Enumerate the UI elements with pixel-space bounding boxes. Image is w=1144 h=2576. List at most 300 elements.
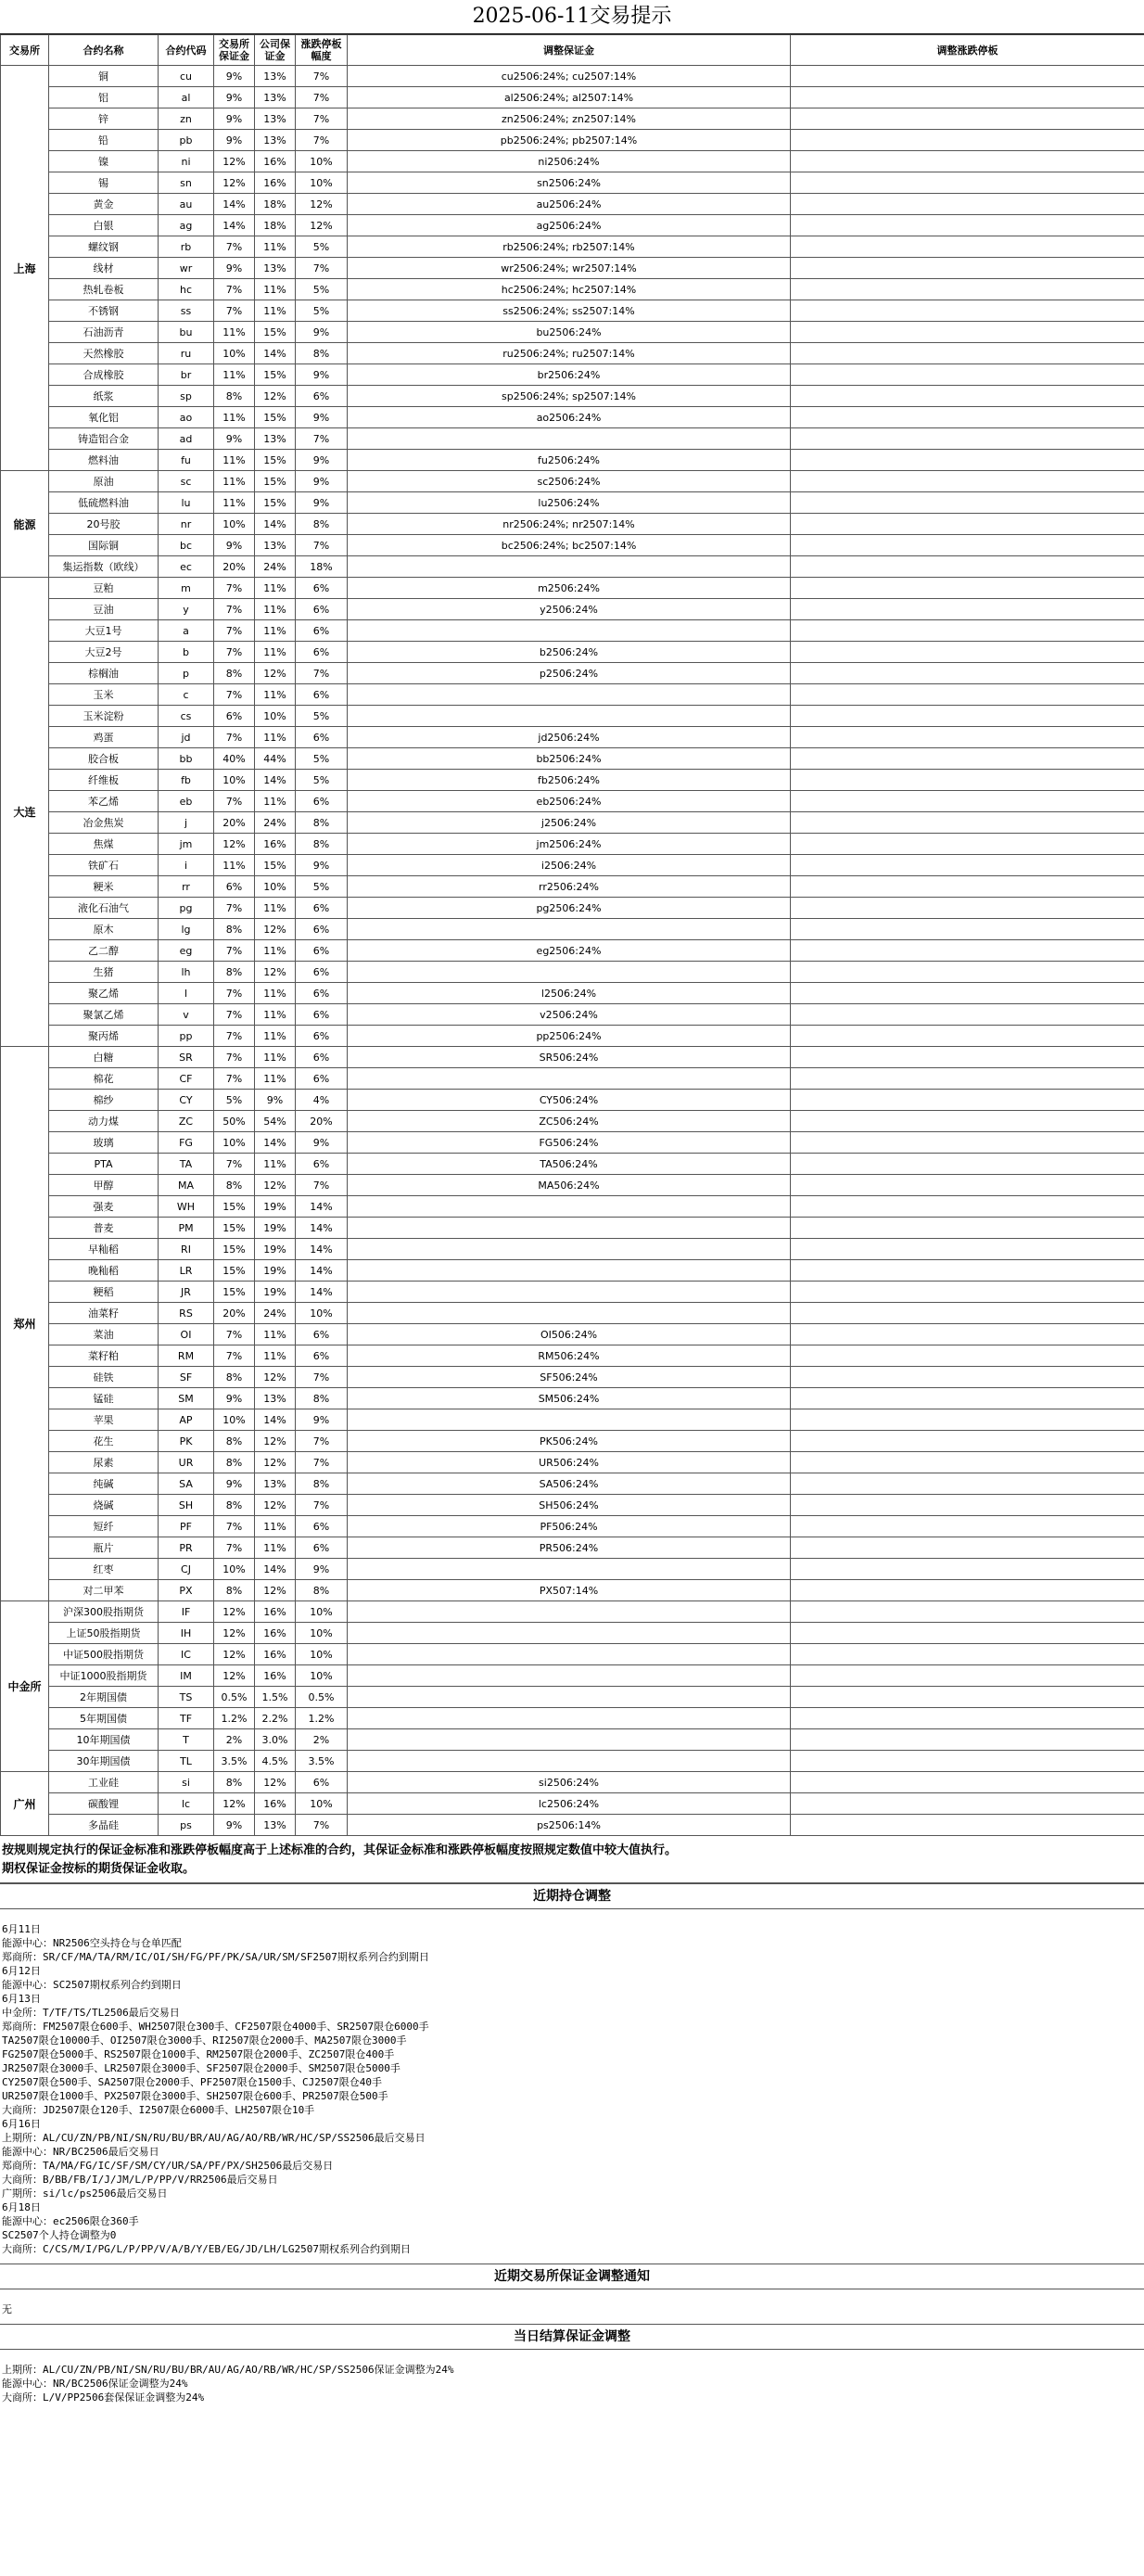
contract-code: TS — [159, 1687, 214, 1708]
company-margin: 11% — [255, 898, 296, 919]
table-row — [1, 1324, 1144, 1345]
price-limit: 10% — [296, 151, 348, 172]
adjusted-price-limit — [791, 791, 1144, 812]
table-row — [1, 407, 1144, 428]
table-row — [1, 108, 1144, 130]
adjusted-price-limit — [791, 983, 1144, 1004]
price-limit: 6% — [296, 1154, 348, 1175]
adjusted-margin — [348, 1687, 791, 1708]
contract-name: 锡 — [49, 172, 159, 194]
adjusted-price-limit — [791, 194, 1144, 215]
adjusted-margin — [348, 1303, 791, 1324]
contract-name: 胶合板 — [49, 748, 159, 770]
exchange-margin: 11% — [214, 855, 255, 876]
section-body — [0, 2350, 1144, 2412]
contract-name: 线材 — [49, 258, 159, 279]
adjusted-margin: SF506:24% — [348, 1367, 791, 1388]
adjusted-margin: al2506:24%; al2507:14% — [348, 87, 791, 108]
adjusted-price-limit — [791, 855, 1144, 876]
table-row — [1, 1026, 1144, 1047]
contract-code: c — [159, 684, 214, 706]
contract-code: SH — [159, 1495, 214, 1516]
contract-code: RI — [159, 1239, 214, 1260]
exchange-margin: 0.5% — [214, 1687, 255, 1708]
adjusted-margin: au2506:24% — [348, 194, 791, 215]
table-row — [1, 642, 1144, 663]
contract-name: 焦煤 — [49, 834, 159, 855]
rule-note-line: 按规则规定执行的保证金标准和涨跌停板幅度高于上述标准的合约，其保证金标准和涨跌停板幅度按照规定数值中较大值执行。 — [2, 1843, 678, 1857]
contract-name: 氧化铝 — [49, 407, 159, 428]
adjusted-margin — [348, 706, 791, 727]
contract-name: 玉米淀粉 — [49, 706, 159, 727]
adjusted-margin: fb2506:24% — [348, 770, 791, 791]
contract-name: 聚氯乙烯 — [49, 1004, 159, 1026]
contract-name: 原木 — [49, 919, 159, 940]
price-limit: 12% — [296, 194, 348, 215]
adjusted-price-limit — [791, 87, 1144, 108]
contract-name: 豆油 — [49, 599, 159, 620]
price-limit: 6% — [296, 1068, 348, 1090]
company-margin: 19% — [255, 1196, 296, 1218]
exchange-margin: 9% — [214, 87, 255, 108]
section-line: JR2507限仓3000手、LR2507限仓3000手、SF2507限仓2000手、SM2507限仓5000手 — [2, 2062, 400, 2074]
table-row — [1, 1601, 1144, 1623]
adjusted-price-limit — [791, 748, 1144, 770]
company-margin: 4.5% — [255, 1751, 296, 1772]
exchange-margin: 10% — [214, 770, 255, 791]
exchange-name: 广州 — [1, 1772, 49, 1836]
contract-name: 苹果 — [49, 1409, 159, 1431]
section-line: 6月11日 — [2, 1923, 41, 1935]
section-line: 大商所：C/CS/M/I/PG/L/P/PP/V/A/B/Y/EB/EG/JD/LH/LG2507期权系列合约到期日 — [2, 2243, 412, 2255]
adjusted-margin: hc2506:24%; hc2507:14% — [348, 279, 791, 300]
company-margin: 11% — [255, 599, 296, 620]
table-row — [1, 1751, 1144, 1772]
adjusted-price-limit — [791, 514, 1144, 535]
contract-code: bu — [159, 322, 214, 343]
price-limit: 6% — [296, 1004, 348, 1026]
adjusted-margin: SR506:24% — [348, 1047, 791, 1068]
adjusted-margin — [348, 1218, 791, 1239]
contract-code: SA — [159, 1473, 214, 1495]
contract-name: 碳酸锂 — [49, 1793, 159, 1815]
adjusted-margin: ni2506:24% — [348, 151, 791, 172]
contract-name: 5年期国债 — [49, 1708, 159, 1729]
price-limit: 10% — [296, 1665, 348, 1687]
table-row — [1, 1687, 1144, 1708]
adjusted-margin: SA506:24% — [348, 1473, 791, 1495]
company-margin: 11% — [255, 1324, 296, 1345]
company-margin: 12% — [255, 1772, 296, 1793]
company-margin: 12% — [255, 1431, 296, 1452]
exchange-margin: 6% — [214, 706, 255, 727]
contract-name: 10年期国债 — [49, 1729, 159, 1751]
adjusted-margin: l2506:24% — [348, 983, 791, 1004]
contract-code: UR — [159, 1452, 214, 1473]
price-limit: 8% — [296, 1580, 348, 1601]
adjusted-price-limit — [791, 535, 1144, 556]
exchange-margin: 8% — [214, 962, 255, 983]
table-row — [1, 1815, 1144, 1836]
exchange-margin: 7% — [214, 578, 255, 599]
adjusted-price-limit — [791, 1537, 1144, 1559]
contract-code: pp — [159, 1026, 214, 1047]
price-limit: 9% — [296, 471, 348, 492]
contract-name: 乙二醇 — [49, 940, 159, 962]
company-margin: 13% — [255, 1815, 296, 1836]
section-line: 大商所：B/BB/FB/I/J/JM/L/P/PP/V/RR2506最后交易日 — [2, 2174, 278, 2186]
adjusted-price-limit — [791, 215, 1144, 236]
section-line: 6月12日 — [2, 1965, 41, 1977]
contract-name: 生猪 — [49, 962, 159, 983]
company-margin: 15% — [255, 492, 296, 514]
contract-code: rb — [159, 236, 214, 258]
company-margin: 18% — [255, 194, 296, 215]
exchange-margin: 8% — [214, 1772, 255, 1793]
contract-code: a — [159, 620, 214, 642]
adjusted-margin: UR506:24% — [348, 1452, 791, 1473]
price-limit: 5% — [296, 748, 348, 770]
adjusted-price-limit — [791, 279, 1144, 300]
contract-name: 集运指数（欧线） — [49, 556, 159, 578]
company-margin: 13% — [255, 87, 296, 108]
exchange-margin: 6% — [214, 876, 255, 898]
adjusted-margin: OI506:24% — [348, 1324, 791, 1345]
company-margin: 14% — [255, 514, 296, 535]
company-margin: 19% — [255, 1260, 296, 1282]
contract-name: 石油沥青 — [49, 322, 159, 343]
adjusted-margin: rr2506:24% — [348, 876, 791, 898]
price-limit: 20% — [296, 1111, 348, 1132]
section-line: 郑商所：SR/CF/MA/TA/RM/IC/OI/SH/FG/PF/PK/SA/UR/SM/SF2507期权系列合约到期日 — [2, 1951, 429, 1963]
contract-code: IH — [159, 1623, 214, 1644]
exchange-margin: 7% — [214, 236, 255, 258]
exchange-margin: 12% — [214, 1793, 255, 1815]
section-line: 能源中心：ec2506限仓360手 — [2, 2215, 139, 2227]
adjusted-margin — [348, 684, 791, 706]
contract-name: 2年期国债 — [49, 1687, 159, 1708]
exchange-margin: 12% — [214, 1665, 255, 1687]
exchange-margin: 10% — [214, 514, 255, 535]
table-row — [1, 1345, 1144, 1367]
table-row — [1, 1367, 1144, 1388]
adjusted-price-limit — [791, 1623, 1144, 1644]
contract-code: ZC — [159, 1111, 214, 1132]
contract-code: wr — [159, 258, 214, 279]
adjusted-price-limit — [791, 620, 1144, 642]
adjusted-margin: lc2506:24% — [348, 1793, 791, 1815]
price-limit: 18% — [296, 556, 348, 578]
section-line: 能源中心：SC2507期权系列合约到期日 — [2, 1979, 182, 1991]
adjusted-margin: sn2506:24% — [348, 172, 791, 194]
contract-code: RM — [159, 1345, 214, 1367]
exchange-margin: 7% — [214, 300, 255, 322]
exchange-margin: 9% — [214, 108, 255, 130]
adjusted-price-limit — [791, 258, 1144, 279]
adjusted-price-limit — [791, 684, 1144, 706]
exchange-margin: 9% — [214, 1473, 255, 1495]
contract-name: 铅 — [49, 130, 159, 151]
adjusted-price-limit — [791, 1815, 1144, 1836]
contract-name: 强麦 — [49, 1196, 159, 1218]
contract-name: 铸造铝合金 — [49, 428, 159, 450]
exchange-margin: 10% — [214, 1559, 255, 1580]
exchange-margin: 9% — [214, 535, 255, 556]
contract-name: 粳稻 — [49, 1282, 159, 1303]
table-row — [1, 834, 1144, 855]
column-header: 调整涨跌停板 — [791, 35, 1144, 66]
exchange-margin: 11% — [214, 492, 255, 514]
price-limit: 9% — [296, 322, 348, 343]
table-row — [1, 1409, 1144, 1431]
adjusted-price-limit — [791, 1260, 1144, 1282]
price-limit: 6% — [296, 1345, 348, 1367]
table-row — [1, 258, 1144, 279]
adjusted-price-limit — [791, 386, 1144, 407]
company-margin: 12% — [255, 1175, 296, 1196]
company-margin: 2.2% — [255, 1708, 296, 1729]
adjusted-price-limit — [791, 1644, 1144, 1665]
table-row — [1, 1154, 1144, 1175]
price-limit: 10% — [296, 172, 348, 194]
table-row — [1, 556, 1144, 578]
price-limit: 14% — [296, 1260, 348, 1282]
contract-code: OI — [159, 1324, 214, 1345]
adjusted-price-limit — [791, 492, 1144, 514]
table-row — [1, 1559, 1144, 1580]
contract-name: 苯乙烯 — [49, 791, 159, 812]
contract-code: br — [159, 364, 214, 386]
price-limit: 7% — [296, 130, 348, 151]
table-row — [1, 1239, 1144, 1260]
company-margin: 19% — [255, 1218, 296, 1239]
table-row — [1, 812, 1144, 834]
exchange-margin: 8% — [214, 386, 255, 407]
adjusted-price-limit — [791, 1473, 1144, 1495]
price-limit: 14% — [296, 1239, 348, 1260]
company-margin: 16% — [255, 1665, 296, 1687]
price-limit: 6% — [296, 983, 348, 1004]
contract-code: TA — [159, 1154, 214, 1175]
adjusted-margin: bb2506:24% — [348, 748, 791, 770]
contract-code: RS — [159, 1303, 214, 1324]
adjusted-margin: FG506:24% — [348, 1132, 791, 1154]
section-line: UR2507限仓1000手、PX2507限仓3000手、SH2507限仓600手、PR2507限仓500手 — [2, 2090, 388, 2102]
adjusted-price-limit — [791, 1708, 1144, 1729]
adjusted-price-limit — [791, 450, 1144, 471]
contract-name: 玻璃 — [49, 1132, 159, 1154]
adjusted-price-limit — [791, 130, 1144, 151]
exchange-margin: 11% — [214, 322, 255, 343]
section-line: 广期所：si/lc/ps2506最后交易日 — [2, 2187, 168, 2200]
exchange-margin: 15% — [214, 1282, 255, 1303]
exchange-margin: 7% — [214, 599, 255, 620]
table-row — [1, 1132, 1144, 1154]
contract-code: i — [159, 855, 214, 876]
company-margin: 13% — [255, 1388, 296, 1409]
table-row — [1, 599, 1144, 620]
exchange-margin: 12% — [214, 1623, 255, 1644]
contract-name: 短纤 — [49, 1516, 159, 1537]
contract-code: lg — [159, 919, 214, 940]
section-line: 6月18日 — [2, 2201, 41, 2213]
adjusted-margin: ao2506:24% — [348, 407, 791, 428]
contract-code: PM — [159, 1218, 214, 1239]
table-row — [1, 1303, 1144, 1324]
table-row — [1, 1260, 1144, 1282]
adjusted-margin: jm2506:24% — [348, 834, 791, 855]
exchange-margin: 7% — [214, 642, 255, 663]
price-limit: 10% — [296, 1623, 348, 1644]
exchange-margin: 7% — [214, 1026, 255, 1047]
adjusted-margin: lu2506:24% — [348, 492, 791, 514]
price-limit: 5% — [296, 236, 348, 258]
contract-name: 棉花 — [49, 1068, 159, 1090]
contract-name: 原油 — [49, 471, 159, 492]
table-row — [1, 727, 1144, 748]
contract-name: 棉纱 — [49, 1090, 159, 1111]
company-margin: 12% — [255, 1580, 296, 1601]
adjusted-margin: p2506:24% — [348, 663, 791, 684]
table-header-row — [1, 35, 1144, 66]
company-margin: 19% — [255, 1282, 296, 1303]
company-margin: 54% — [255, 1111, 296, 1132]
company-margin: 13% — [255, 66, 296, 87]
company-margin: 11% — [255, 1345, 296, 1367]
price-limit: 6% — [296, 1516, 348, 1537]
section-body — [0, 2289, 1144, 2324]
contract-code: SM — [159, 1388, 214, 1409]
table-row — [1, 1047, 1144, 1068]
adjusted-price-limit — [791, 407, 1144, 428]
company-margin: 3.0% — [255, 1729, 296, 1751]
price-limit: 12% — [296, 215, 348, 236]
adjusted-margin: ZC506:24% — [348, 1111, 791, 1132]
exchange-margin: 20% — [214, 812, 255, 834]
table-row — [1, 1708, 1144, 1729]
contract-name: 聚乙烯 — [49, 983, 159, 1004]
table-row — [1, 492, 1144, 514]
price-limit: 10% — [296, 1303, 348, 1324]
adjusted-price-limit — [791, 1196, 1144, 1218]
adjusted-margin: rb2506:24%; rb2507:14% — [348, 236, 791, 258]
table-row — [1, 66, 1144, 87]
price-limit: 6% — [296, 620, 348, 642]
price-limit: 7% — [296, 535, 348, 556]
contract-name: 液化石油气 — [49, 898, 159, 919]
company-margin: 11% — [255, 279, 296, 300]
price-limit: 6% — [296, 898, 348, 919]
exchange-margin: 7% — [214, 1154, 255, 1175]
table-row — [1, 1665, 1144, 1687]
company-margin: 12% — [255, 1452, 296, 1473]
adjusted-margin: bc2506:24%; bc2507:14% — [348, 535, 791, 556]
section-line: 中金所：T/TF/TS/TL2506最后交易日 — [2, 2007, 180, 2019]
exchange-margin: 7% — [214, 1068, 255, 1090]
price-limit: 6% — [296, 642, 348, 663]
table-row — [1, 215, 1144, 236]
contract-code: m — [159, 578, 214, 599]
price-limit: 6% — [296, 578, 348, 599]
contract-code: lh — [159, 962, 214, 983]
table-row — [1, 855, 1144, 876]
exchange-margin: 15% — [214, 1196, 255, 1218]
exchange-name: 上海 — [1, 66, 49, 471]
table-row — [1, 898, 1144, 919]
exchange-margin: 3.5% — [214, 1751, 255, 1772]
adjusted-margin: zn2506:24%; zn2507:14% — [348, 108, 791, 130]
contract-name: 中证1000股指期货 — [49, 1665, 159, 1687]
price-limit: 7% — [296, 258, 348, 279]
exchange-margin: 8% — [214, 1175, 255, 1196]
adjusted-margin: eg2506:24% — [348, 940, 791, 962]
contract-code: PK — [159, 1431, 214, 1452]
exchange-name: 郑州 — [1, 1047, 49, 1601]
adjusted-price-limit — [791, 236, 1144, 258]
adjusted-price-limit — [791, 1047, 1144, 1068]
contract-code: TL — [159, 1751, 214, 1772]
company-margin: 13% — [255, 108, 296, 130]
column-header: 涨跌停板幅度 — [296, 35, 348, 66]
adjusted-margin — [348, 1708, 791, 1729]
contract-code: lc — [159, 1793, 214, 1815]
price-limit: 6% — [296, 1537, 348, 1559]
adjusted-margin: eb2506:24% — [348, 791, 791, 812]
adjusted-price-limit — [791, 940, 1144, 962]
adjusted-margin — [348, 1751, 791, 1772]
contract-code: ad — [159, 428, 214, 450]
adjusted-price-limit — [791, 1495, 1144, 1516]
contract-code: PX — [159, 1580, 214, 1601]
company-margin: 11% — [255, 791, 296, 812]
exchange-margin: 7% — [214, 727, 255, 748]
section-line: 能源中心：NR2506空头持仓与仓单匹配 — [2, 1937, 182, 1949]
contract-code: IC — [159, 1644, 214, 1665]
contract-code: hc — [159, 279, 214, 300]
adjusted-price-limit — [791, 1026, 1144, 1047]
adjusted-margin: RM506:24% — [348, 1345, 791, 1367]
company-margin: 15% — [255, 364, 296, 386]
adjusted-price-limit — [791, 1665, 1144, 1687]
company-margin: 12% — [255, 919, 296, 940]
adjusted-margin — [348, 1282, 791, 1303]
table-row — [1, 1772, 1144, 1793]
table-row — [1, 1282, 1144, 1303]
adjusted-margin — [348, 428, 791, 450]
exchange-margin: 9% — [214, 1815, 255, 1836]
price-limit: 9% — [296, 407, 348, 428]
table-row — [1, 194, 1144, 215]
adjusted-margin: PR506:24% — [348, 1537, 791, 1559]
column-header: 合约代码 — [159, 35, 214, 66]
company-margin: 16% — [255, 151, 296, 172]
company-margin: 14% — [255, 770, 296, 791]
contract-code: b — [159, 642, 214, 663]
contract-name: 中证500股指期货 — [49, 1644, 159, 1665]
contract-code: eg — [159, 940, 214, 962]
contract-name: 热轧卷板 — [49, 279, 159, 300]
contract-code: TF — [159, 1708, 214, 1729]
adjusted-margin — [348, 1559, 791, 1580]
contract-name: 鸡蛋 — [49, 727, 159, 748]
company-margin: 15% — [255, 450, 296, 471]
contract-code: JR — [159, 1282, 214, 1303]
adjusted-margin: MA506:24% — [348, 1175, 791, 1196]
exchange-margin: 12% — [214, 1601, 255, 1623]
adjusted-price-limit — [791, 1324, 1144, 1345]
adjusted-price-limit — [791, 1687, 1144, 1708]
contract-name: 纤维板 — [49, 770, 159, 791]
